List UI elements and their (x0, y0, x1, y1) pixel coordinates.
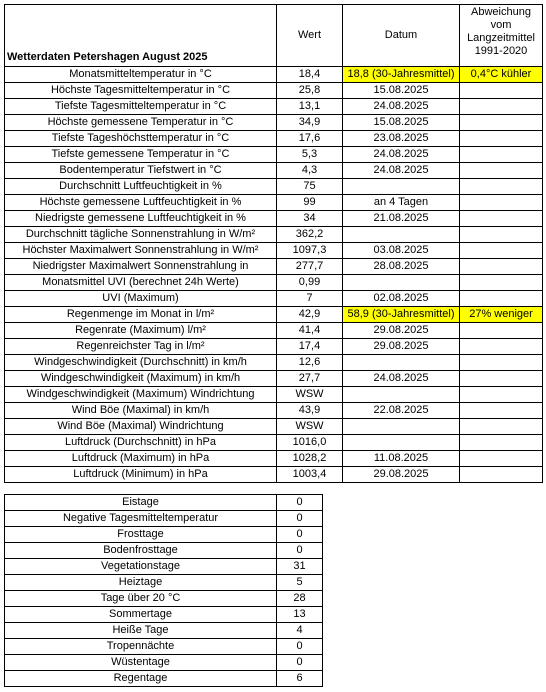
row-label: Monatsmittel UVI (berechnet 24h Werte) (5, 275, 277, 291)
day-count-label: Regentage (5, 671, 277, 687)
table-row (5, 591, 323, 607)
row-label: Luftdruck (Durchschnitt) in hPa (5, 435, 277, 451)
row-value: 13,1 (277, 99, 343, 115)
table-row (5, 655, 323, 671)
table-row (5, 99, 543, 115)
row-deviation (460, 435, 543, 451)
row-value: 1097,3 (277, 243, 343, 259)
row-deviation (460, 355, 543, 371)
row-date: 22.08.2025 (343, 403, 460, 419)
row-date: 11.08.2025 (343, 451, 460, 467)
table-row (5, 323, 543, 339)
row-date: 28.08.2025 (343, 259, 460, 275)
row-value: 277,7 (277, 259, 343, 275)
table-row (5, 243, 543, 259)
table-row (5, 339, 543, 355)
row-label: Windgeschwindigkeit (Durchschnitt) in km/h (5, 355, 277, 371)
row-label: Höchste gemessene Luftfeuchtigkeit in % (5, 195, 277, 211)
row-deviation (460, 403, 543, 419)
row-label: Niedrigste gemessene Luftfeuchtigkeit in % (5, 211, 277, 227)
row-date: an 4 Tagen (343, 195, 460, 211)
row-deviation (460, 195, 543, 211)
row-value: 0,99 (277, 275, 343, 291)
row-label: Windgeschwindigkeit (Maximum) in km/h (5, 371, 277, 387)
row-value: 41,4 (277, 323, 343, 339)
row-label: Regenreichster Tag in l/m² (5, 339, 277, 355)
day-count-label: Eistage (5, 495, 277, 511)
row-label: UVI (Maximum) (5, 291, 277, 307)
row-value: 1003,4 (277, 467, 343, 483)
row-deviation (460, 147, 543, 163)
row-date (343, 275, 460, 291)
day-count-label: Negative Tagesmitteltemperatur (5, 511, 277, 527)
table-row (5, 387, 543, 403)
table-row (5, 179, 543, 195)
table-row (5, 671, 323, 687)
row-deviation: 27% weniger (460, 307, 543, 323)
table-row (5, 639, 323, 655)
row-label: Tiefste Tageshöchsttemperatur in °C (5, 131, 277, 147)
row-label: Wind Böe (Maximal) Windrichtung (5, 419, 277, 435)
row-value: 17,4 (277, 339, 343, 355)
row-value: 17,6 (277, 131, 343, 147)
row-label: Monatsmitteltemperatur in °C (5, 67, 277, 83)
row-date: 18,8 (30-Jahresmittel) (343, 67, 460, 83)
day-count-value: 31 (277, 559, 323, 575)
row-value: 1028,2 (277, 451, 343, 467)
day-count-value: 0 (277, 639, 323, 655)
row-deviation (460, 419, 543, 435)
row-value: 18,4 (277, 67, 343, 83)
day-counts-table (4, 494, 323, 687)
row-label: Regenrate (Maximum) l/m² (5, 323, 277, 339)
row-date: 02.08.2025 (343, 291, 460, 307)
row-deviation (460, 323, 543, 339)
table-row (5, 543, 323, 559)
row-deviation (460, 371, 543, 387)
table-row (5, 67, 543, 83)
row-label: Durchschnitt Luftfeuchtigkeit in % (5, 179, 277, 195)
table-row (5, 291, 543, 307)
row-deviation (460, 227, 543, 243)
row-value: 43,9 (277, 403, 343, 419)
table-row (5, 259, 543, 275)
deviation-header-line: 1991-2020 (474, 45, 528, 57)
row-deviation (460, 259, 543, 275)
row-date: 58,9 (30-Jahresmittel) (343, 307, 460, 323)
row-date: 03.08.2025 (343, 243, 460, 259)
row-deviation (460, 275, 543, 291)
day-count-value: 28 (277, 591, 323, 607)
row-label: Tiefste Tagesmitteltemperatur in °C (5, 99, 277, 115)
table-row (5, 211, 543, 227)
row-value: WSW (277, 387, 343, 403)
table-row (5, 195, 543, 211)
day-count-label: Sommertage (5, 607, 277, 623)
deviation-header-line: vom (490, 19, 512, 31)
row-date (343, 355, 460, 371)
row-date: 23.08.2025 (343, 131, 460, 147)
table-row (5, 527, 323, 543)
row-date (343, 435, 460, 451)
day-count-label: Heiße Tage (5, 623, 277, 639)
row-value: 4,3 (277, 163, 343, 179)
day-count-label: Bodenfrosttage (5, 543, 277, 559)
column-header-date: Datum (343, 5, 460, 67)
row-deviation (460, 339, 543, 355)
row-date: 29.08.2025 (343, 467, 460, 483)
day-count-value: 0 (277, 655, 323, 671)
row-value: 1016,0 (277, 435, 343, 451)
row-date: 24.08.2025 (343, 99, 460, 115)
row-date: 15.08.2025 (343, 83, 460, 99)
row-deviation (460, 131, 543, 147)
day-count-value: 4 (277, 623, 323, 639)
row-date: 29.08.2025 (343, 323, 460, 339)
row-label: Höchste Tagesmitteltemperatur in °C (5, 83, 277, 99)
row-value: 12,6 (277, 355, 343, 371)
table-row (5, 371, 543, 387)
row-value: 7 (277, 291, 343, 307)
day-count-value: 0 (277, 495, 323, 511)
row-value: 27,7 (277, 371, 343, 387)
row-label: Bodentemperatur Tiefstwert in °C (5, 163, 277, 179)
row-label: Tiefste gemessene Temperatur in °C (5, 147, 277, 163)
table-row (5, 607, 323, 623)
row-label: Wind Böe (Maximal) in km/h (5, 403, 277, 419)
table-row (5, 419, 543, 435)
table-row (5, 307, 543, 323)
row-value: 75 (277, 179, 343, 195)
day-count-label: Heiztage (5, 575, 277, 591)
row-date (343, 419, 460, 435)
day-count-value: 6 (277, 671, 323, 687)
row-deviation (460, 451, 543, 467)
row-date (343, 387, 460, 403)
row-date: 29.08.2025 (343, 339, 460, 355)
table-row (5, 355, 543, 371)
row-deviation: 0,4°C kühler (460, 67, 543, 83)
day-count-label: Vegetationstage (5, 559, 277, 575)
table-row (5, 435, 543, 451)
row-label: Regenmenge im Monat in l/m² (5, 307, 277, 323)
row-value: 25,8 (277, 83, 343, 99)
table-row (5, 275, 543, 291)
row-value: 5,3 (277, 147, 343, 163)
row-deviation (460, 243, 543, 259)
row-value: 99 (277, 195, 343, 211)
table-row (5, 403, 543, 419)
table-row (5, 131, 543, 147)
day-count-value: 13 (277, 607, 323, 623)
row-deviation (460, 163, 543, 179)
row-date: 21.08.2025 (343, 211, 460, 227)
row-label: Höchster Maximalwert Sonnenstrahlung in W/m² (5, 243, 277, 259)
row-date: 24.08.2025 (343, 147, 460, 163)
row-deviation (460, 179, 543, 195)
row-deviation (460, 99, 543, 115)
row-date: 24.08.2025 (343, 371, 460, 387)
row-label: Niedrigster Maximalwert Sonnenstrahlung in (5, 259, 277, 275)
row-label: Höchste gemessene Temperatur in °C (5, 115, 277, 131)
table-row (5, 163, 543, 179)
table-row (5, 467, 543, 483)
day-count-label: Tage über 20 °C (5, 591, 277, 607)
table-title: Wetterdaten Petershagen August 2025 (5, 5, 277, 67)
table-row (5, 227, 543, 243)
day-count-label: Wüstentage (5, 655, 277, 671)
table-row (5, 83, 543, 99)
row-label: Luftdruck (Maximum) in hPa (5, 451, 277, 467)
day-count-value: 0 (277, 511, 323, 527)
row-deviation (460, 115, 543, 131)
deviation-header-line: Langzeitmittel (467, 32, 535, 44)
deviation-header-line: Abweichung (471, 6, 531, 18)
row-deviation (460, 387, 543, 403)
table-row (5, 451, 543, 467)
row-label: Luftdruck (Minimum) in hPa (5, 467, 277, 483)
table-row (5, 147, 543, 163)
day-count-value: 0 (277, 527, 323, 543)
header-row (5, 5, 543, 67)
row-deviation (460, 291, 543, 307)
day-count-label: Tropennächte (5, 639, 277, 655)
row-date: 15.08.2025 (343, 115, 460, 131)
day-count-value: 5 (277, 575, 323, 591)
row-value: 34,9 (277, 115, 343, 131)
column-header-deviation (460, 5, 543, 67)
row-value: 34 (277, 211, 343, 227)
table-row (5, 511, 323, 527)
row-value: 362,2 (277, 227, 343, 243)
weather-data-table (4, 4, 543, 483)
column-header-value: Wert (277, 5, 343, 67)
row-deviation (460, 211, 543, 227)
row-date: 24.08.2025 (343, 163, 460, 179)
row-date (343, 179, 460, 195)
row-date (343, 227, 460, 243)
row-value: 42,9 (277, 307, 343, 323)
row-deviation (460, 467, 543, 483)
table-row (5, 575, 323, 591)
day-count-value: 0 (277, 543, 323, 559)
table-row (5, 623, 323, 639)
row-value: WSW (277, 419, 343, 435)
row-label: Durchschnitt tägliche Sonnenstrahlung in W/m² (5, 227, 277, 243)
table-row (5, 559, 323, 575)
day-count-label: Frosttage (5, 527, 277, 543)
row-label: Windgeschwindigkeit (Maximum) Windrichtung (5, 387, 277, 403)
table-row (5, 115, 543, 131)
row-deviation (460, 83, 543, 99)
table-row (5, 495, 323, 511)
